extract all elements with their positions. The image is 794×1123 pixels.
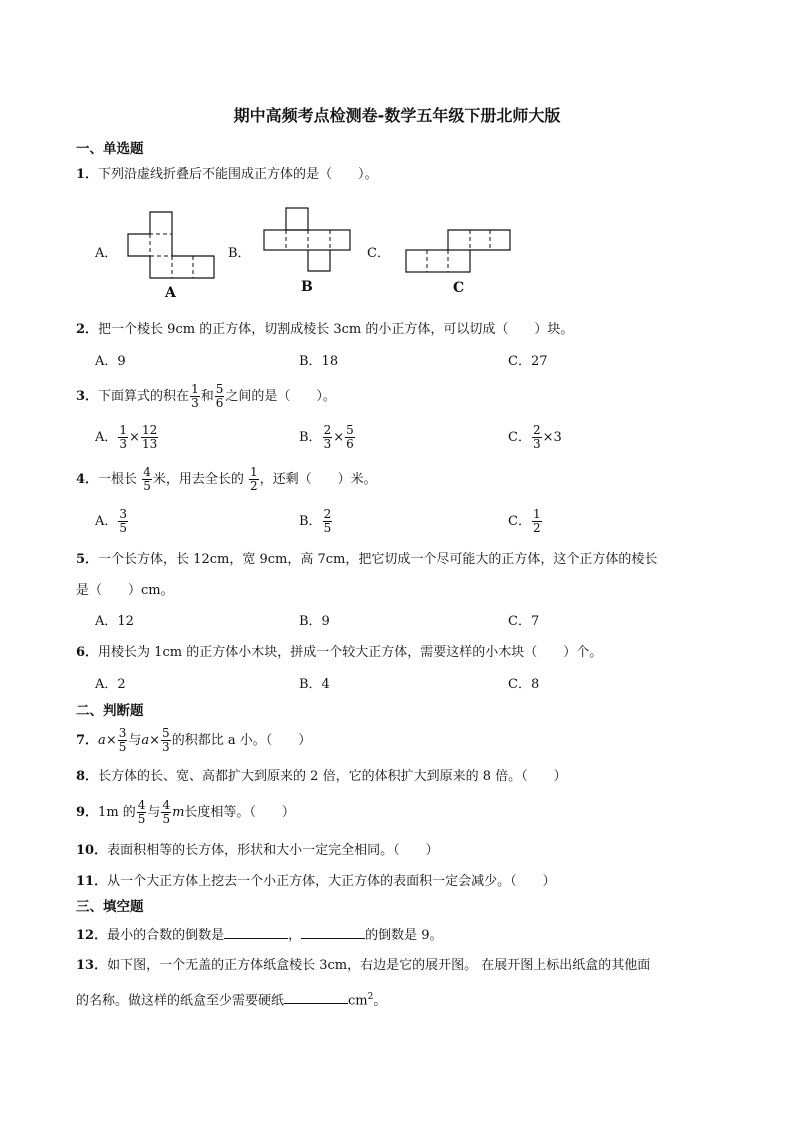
option-a-label: A． (95, 246, 118, 261)
question-number: 9． (76, 805, 99, 820)
q2-option-a: A．9 (95, 354, 126, 369)
question-10 (76, 842, 439, 860)
fraction: $\frac{1}{3}$ (191, 382, 199, 410)
answer-blank[interactable] (224, 925, 288, 939)
fraction: $\frac{1}{2}$ (250, 465, 258, 493)
question-2 (76, 321, 573, 339)
question-6 (76, 644, 602, 662)
q3-option-a: A． $\frac{1}{3}$ × $\frac{12}{13}$ (95, 423, 158, 451)
question-text: 把一个棱长 9cm 的正方体，切割成棱长 3cm 的小正方体，可以切成（ ）块。 (98, 322, 574, 337)
question-text: 表面积相等的长方体，形状和大小一定完全相同。（ ） (107, 843, 439, 858)
q2-option-c: C．27 (508, 354, 548, 369)
question-text: 长方体的长、宽、高都扩大到原来的 2 倍，它的体积扩大到原来的 8 倍。（ ） (98, 769, 567, 784)
figure-label-c: C (453, 280, 465, 296)
section-heading-fill-in: 三、填空题 (76, 899, 144, 915)
question-number: 4． (76, 472, 99, 487)
q2-option-b: B．18 (299, 354, 339, 369)
question-number: 6． (76, 645, 99, 660)
figure-label-a: A (165, 285, 176, 301)
q5-option-b: B．9 (299, 614, 330, 629)
question-4 (76, 464, 377, 496)
figure-label-b: B (301, 279, 313, 295)
q4-option-a: A． $\frac{3}{5}$ (95, 507, 128, 535)
q4-option-c: C． $\frac{1}{2}$ (508, 507, 541, 535)
question-number: 8． (76, 769, 99, 784)
cube-net-c (406, 230, 512, 274)
page-title: 期中高频考点检测卷-数学五年级下册北师大版 (233, 106, 561, 125)
question-text: 一根长 (98, 472, 138, 487)
question-number: 3． (76, 389, 99, 404)
option-b-label: B． (228, 246, 251, 261)
question-1 (76, 166, 378, 184)
q5-option-a: A．12 (95, 614, 134, 629)
answer-blank[interactable] (284, 990, 348, 1004)
question-number: 10． (76, 843, 108, 858)
q5-option-c: C．7 (508, 614, 540, 629)
question-number: 13． (76, 958, 108, 973)
question-text: 用棱长为 1cm 的正方体小木块，拼成一个较大正方体，需要这样的小木块（ ）个。 (98, 645, 603, 660)
question-text: 下列沿虚线折叠后不能围成正方体的是（ ）。 (98, 167, 378, 182)
question-text: 下面算式的积在 (98, 389, 190, 404)
question-13-line-2: 的名称。做这样的纸盒至少需要硬纸 $cm^2$。 (76, 992, 387, 1009)
question-5-line-2: 是（ ）cm。 (76, 583, 174, 598)
q3-option-b: B． $\frac{2}{3}$ × $\frac{5}{6}$ (299, 423, 354, 451)
option-c-label: C． (367, 246, 390, 261)
question-text: 从一个大正方体上挖去一个小正方体，大正方体的表面积一定会减少。（ ） (107, 874, 556, 889)
question-text: ，还剩（ ）米。 (259, 472, 377, 487)
q6-option-c: C．8 (508, 677, 540, 692)
fraction: $\frac{5}{6}$ (215, 382, 224, 410)
question-number: 5． (76, 552, 99, 567)
question-text: 如下图，一个无盖的正方体纸盒棱长 3cm，右边是它的展开图。 在展开图上标出纸盒的其他面 (107, 958, 651, 973)
question-text: 之间的是（ ）。 (225, 389, 336, 404)
question-8 (76, 768, 567, 786)
question-13 (76, 957, 650, 975)
question-7: 7．a× $\frac{3}{5}$ 与a× $\frac{5}{3}$ 的积都比 a 小。（ ） (76, 726, 312, 754)
question-number: 7． (76, 733, 99, 748)
question-number: 11． (76, 874, 108, 889)
question-text: 米，用去全长的 (152, 472, 244, 487)
question-12: 12．最小的合数的倒数是 ， 的倒数是 9。 (76, 925, 443, 945)
question-11 (76, 873, 556, 891)
fraction: $\frac{4}{5}$ (143, 465, 151, 493)
question-9: 9．1m 的 $\frac{4}{5}$ 与 $\frac{4}{5}$ m长度相等。（ ） (76, 798, 295, 826)
q4-option-b: B． $\frac{2}{5}$ (299, 507, 332, 535)
question-number: 1． (76, 167, 99, 182)
cube-net-a (128, 212, 218, 278)
cube-net-b (264, 208, 352, 272)
question-5 (76, 551, 657, 569)
question-3 (76, 381, 336, 413)
q6-option-a: A．2 (95, 677, 126, 692)
answer-blank[interactable] (301, 925, 365, 939)
section-heading-true-false: 二、判断题 (76, 703, 144, 719)
question-number: 2． (76, 322, 99, 337)
question-number: 12． (76, 928, 108, 943)
question-text: 和 (200, 389, 214, 404)
section-heading-single-choice: 一、单选题 (76, 141, 144, 157)
q3-option-c: C． $\frac{2}{3}$ ×3 (508, 423, 562, 451)
q6-option-b: B．4 (299, 677, 330, 692)
question-text: 一个长方体，长 12cm，宽 9cm，高 7cm，把它切成一个尽可能大的正方体，这个正方体的棱长 (98, 552, 658, 567)
